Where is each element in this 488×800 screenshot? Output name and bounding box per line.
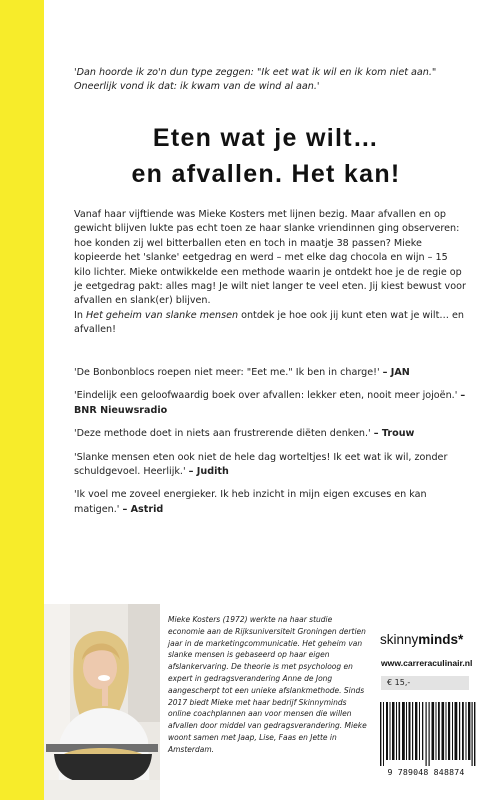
back-cover [44, 0, 488, 800]
review-quote: 'Slanke mensen eten ook niet de hele dag worteltjes! Ik eet wat ik wil, zonder schuldgevoel. Heerlijk.' [74, 451, 448, 478]
publisher-url: www.carreraculinair.nl [381, 658, 473, 668]
blurb [74, 208, 466, 338]
review-item [74, 488, 469, 517]
author-bio: Mieke Kosters (1972) werkte na haar studie economie aan de Rijksuniversiteit Groningen dertien jaar in de marketingcommunicatie. Het geheim van slanke mensen is gebaseerd op haar eigen afslankervaring. De theorie is met psycholoog en expert in gedragsverandering Anne de Jong aangescherpt tot een unieke afslankmethode. Sinds 2017 biedt Mieke met haar bedrijf Skinnyminds online coachplannen aan voor mensen die willen afvallen door middel van gedragsverandering. Mieke woont samen met Jaap, Lise, Faas en Jette in Amsterdam. [168, 615, 367, 754]
review-quote: 'Eindelijk een geloofwaardig boek over afvallen: lekker eten, nooit meer jojoën.' [74, 390, 458, 402]
review-item [74, 451, 469, 480]
review-list [74, 366, 469, 526]
review-item [74, 366, 469, 380]
blurb-paragraph-1: Vanaf haar vijftiende was Mieke Kosters met lijnen bezig. Maar afvallen en op gewicht blijven lukte pas echt toen ze haar slanke vriendinnen ging observeren: hoe konden zij wel bitterballen eten en toch in maatje 38 passen? Mieke kopieerde het 'slanke' eetgedrag en werd – met elke dag chocola en wijn – 15 kilo lichter. Mieke ontwikkelde een methode waarin je ontdekt hoe je de regie op je eetgedrag pakt: alles mag! Je wilt niet langer te veel eten. Jij kiest bewust voor afvallen en slank(er) blijven. [74, 209, 466, 307]
review-item [74, 389, 469, 418]
book-title-inline: Het geheim van slanke mensen [85, 309, 239, 321]
barcode-icon [378, 702, 476, 766]
review-item [74, 427, 469, 441]
review-source: – Judith [188, 466, 229, 478]
author-photo-illustration [44, 604, 160, 800]
review-quote: 'Deze methode doet in niets aan frustrerende diëten denken.' [74, 428, 371, 440]
isbn-number: 9 789048 848874 [387, 767, 465, 777]
logo-light-text: skinny [380, 632, 419, 647]
review-source: – JAN [382, 367, 410, 378]
review-quote: 'De Bonbonblocs roepen niet meer: "Eet me." Ik ben in charge!' [74, 367, 380, 378]
blurb-paragraph-2-end: ontdek je hoe ook jij kunt eten wat je wilt… en afvallen! [74, 309, 464, 336]
author-photo [44, 604, 160, 800]
headline [44, 120, 488, 192]
price-badge: € 15,- [381, 676, 469, 690]
cover-footer [44, 604, 488, 800]
review-quote: 'Ik voel me zoveel energieker. Ik heb inzicht in mijn eigen excuses en kan matigen.' [74, 489, 427, 515]
review-source: – BNR Nieuwsradio [74, 390, 466, 416]
review-source: – Trouw [373, 428, 415, 440]
blurb-paragraph-2-start: In [74, 309, 86, 321]
publisher-logo [380, 632, 463, 647]
headline-line-2: en afvallen. Het kan! [131, 160, 401, 188]
logo-bold-text: minds* [418, 632, 464, 647]
review-source: – Astrid [122, 503, 164, 515]
yellow-spine [0, 0, 44, 800]
intro-quote: 'Dan hoorde ik zo'n dun type zeggen: "Ik eet wat ik wil en ik kom niet aan." Oneerlijk vond ik dat: ik kwam van de wind al aan.' [74, 67, 437, 92]
headline-line-1: Eten wat je wilt… [152, 124, 380, 152]
